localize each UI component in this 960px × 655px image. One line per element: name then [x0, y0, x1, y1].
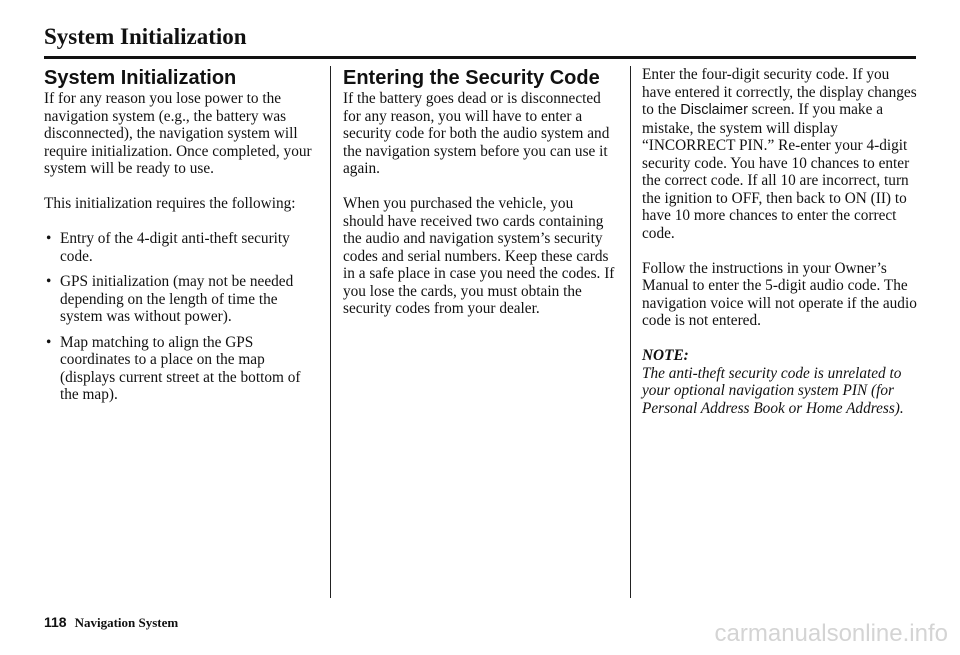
header-rule — [44, 56, 916, 59]
paragraph-enter-code — [642, 66, 918, 242]
page-header-title: System Initialization — [44, 24, 247, 49]
watermark: carmanualsonline.info — [714, 620, 948, 647]
note-label: NOTE: — [642, 347, 689, 364]
footer-title: Navigation System — [74, 615, 179, 630]
page-number: 118 — [44, 614, 67, 630]
text-span: Enter the four-digit security code. If you have entered it correctly, the display changes to the — [642, 66, 917, 118]
paragraph-battery-dead: If the battery goes dead or is disconnected for any reason, you will have to enter a security code for both the audio system and the navigation system before you can use it again. — [343, 90, 610, 177]
list-item: • Map matching to align the GPS coordinates to a place on the map (displays current street at the bottom of the map). — [44, 334, 319, 404]
column-security-code — [343, 66, 617, 335]
requirements-list — [44, 230, 319, 404]
text-span: screen. If you make a mistake, the system will display “INCORRECT PIN.” Re-enter your 4-digit security code. You have 10 chances to enter the correct code. If all 10 are incorrect, turn the ignition to OFF, then back to ON (II) to have 10 more chances to enter the correct code. — [642, 101, 910, 242]
paragraph-requirements: This initialization requires the following: — [44, 195, 296, 212]
paragraph-audio-code: Follow the instructions in your Owner’s Manual to enter the 5-digit audio code. The navigation voice will not operate if the audio code is not entered. — [642, 259, 917, 329]
paragraph-security-cards: When you purchased the vehicle, you should have received two cards containing the audio and navigation system’s security codes and serial numbers. Keep these cards in a safe place in case you need the codes. If you lose the cards, you must obtain the security codes from your dealer. — [343, 195, 615, 317]
column-code-entry — [642, 66, 918, 417]
list-item: • Entry of the 4-digit anti-theft security code. — [44, 230, 319, 265]
list-item: • GPS initialization (may not be needed depending on the length of time the system was without power). — [44, 273, 319, 326]
column-divider — [330, 66, 331, 598]
section-title-system-initialization: System Initialization — [44, 67, 237, 89]
page-footer — [44, 614, 178, 631]
paragraph-power-loss: If for any reason you lose power to the navigation system (e.g., the battery was disconnected), the navigation system will require initialization. Once completed, your system will be ready to use. — [44, 90, 312, 177]
column-system-initialization — [44, 66, 319, 412]
column-divider — [630, 66, 631, 598]
note-text: The anti-theft security code is unrelated to your optional navigation system PIN (for Personal Address Book or Home Address). — [642, 364, 904, 417]
disclaimer-screen-name: Disclaimer — [680, 102, 748, 118]
section-title-security-code: Entering the Security Code — [343, 67, 600, 89]
